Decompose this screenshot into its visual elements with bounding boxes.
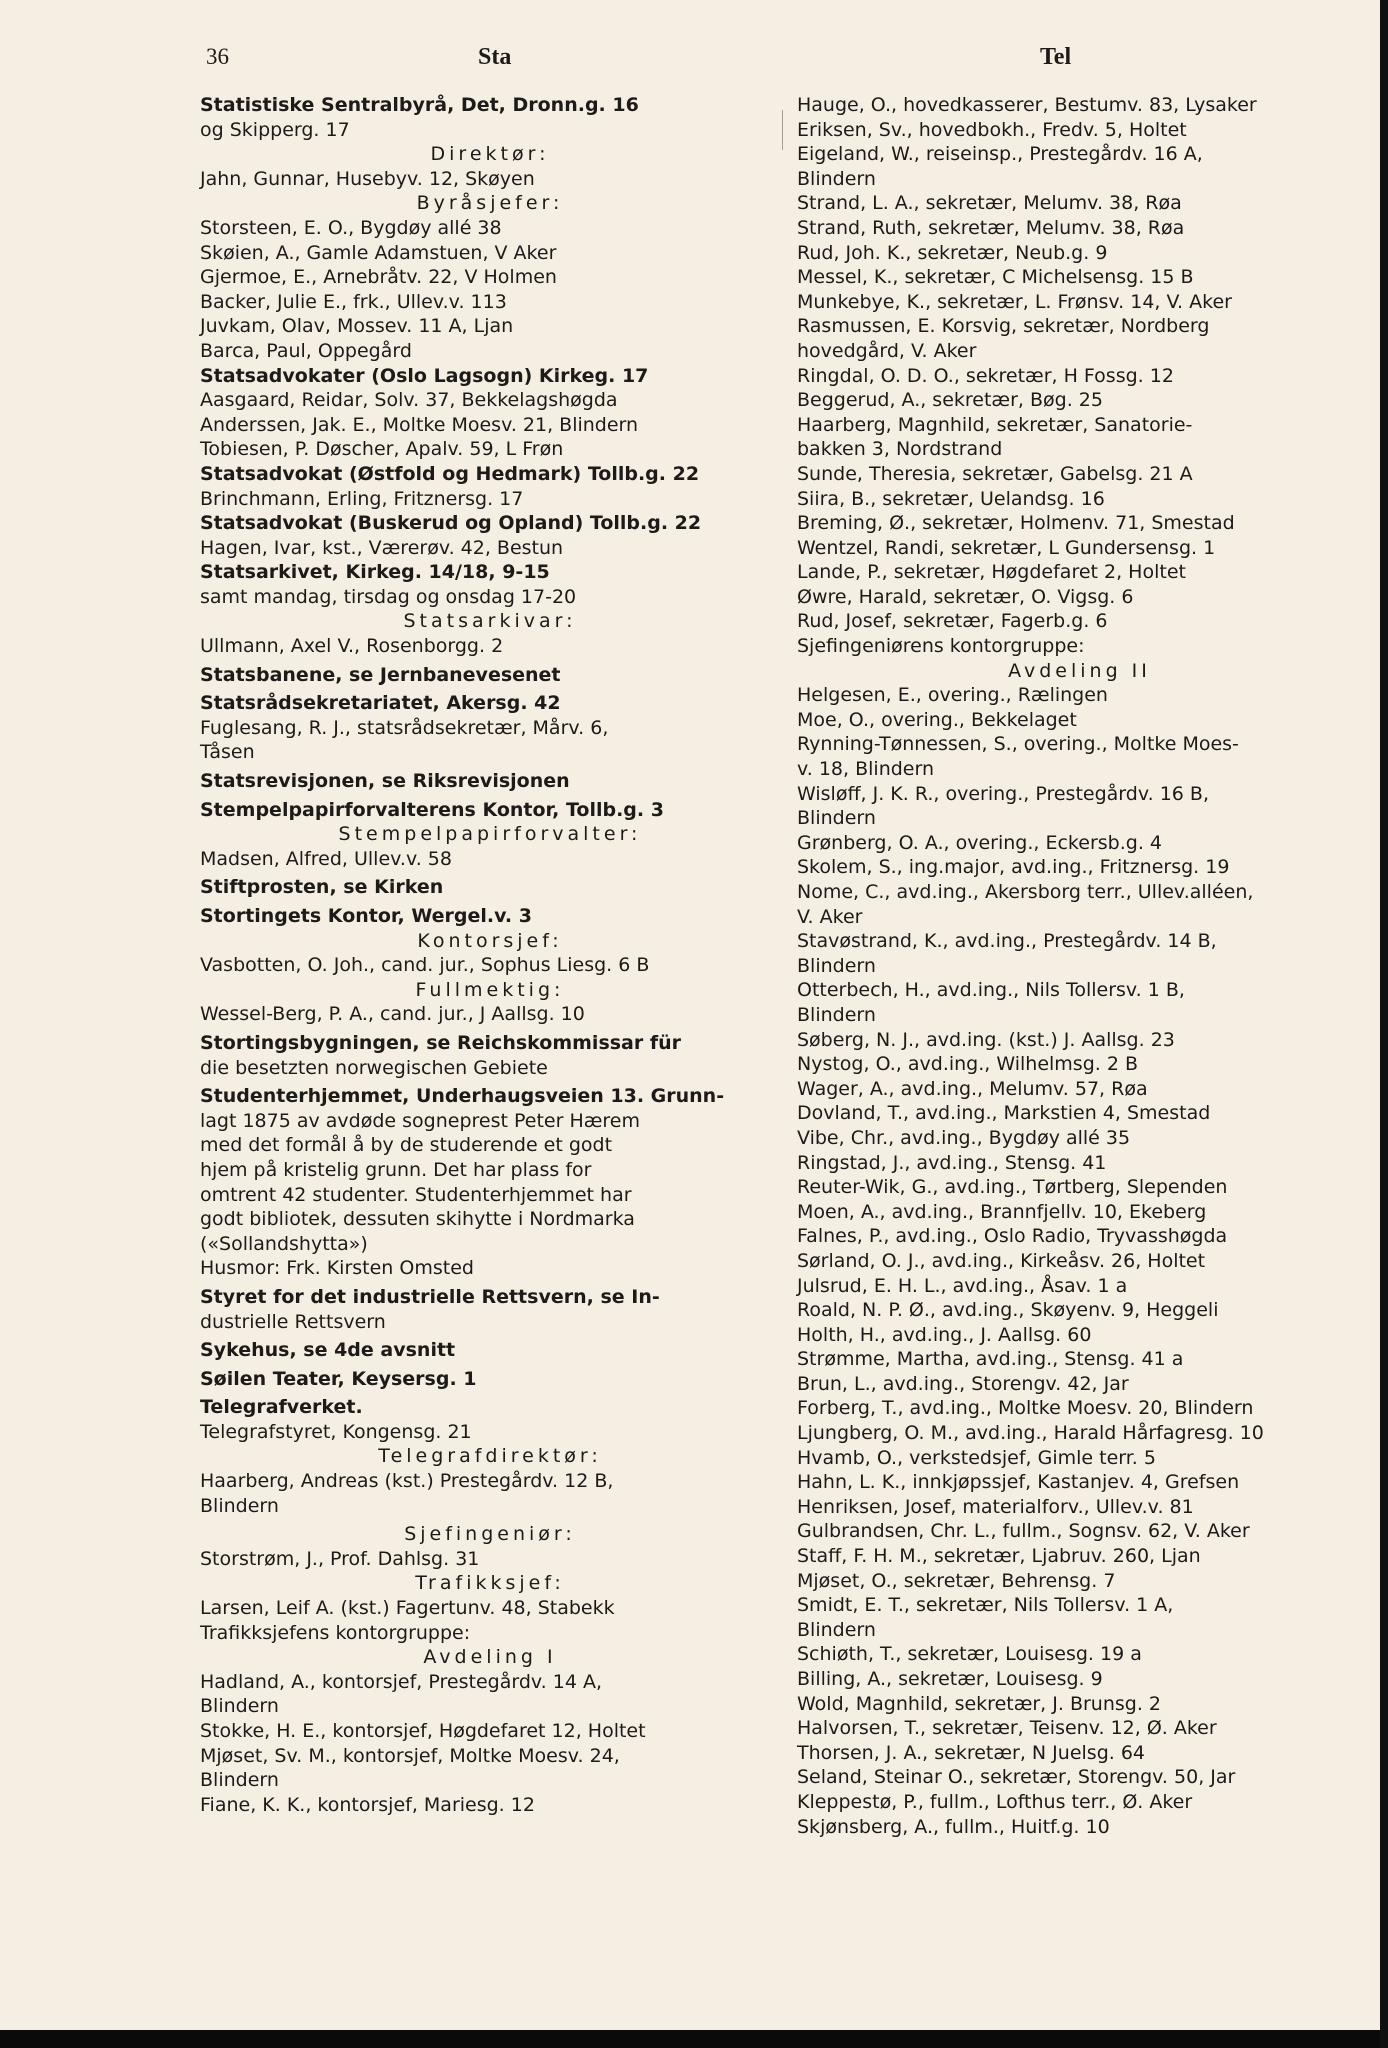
right-column-line: v. 18, Blindern — [797, 758, 935, 781]
right-column-line: Helgesen, E., overing., Rælingen — [797, 684, 1108, 707]
left-column-line: Statsrådsekretariatet, Akersg. 42 — [200, 692, 561, 715]
right-column-line: Strand, L. A., sekretær, Melumv. 38, Røa — [797, 192, 1182, 215]
left-column-line: Studenterhjemmet, Underhaugsveien 13. Grunn- — [200, 1085, 725, 1108]
left-column-line: Telegrafverket. — [200, 1396, 363, 1419]
left-column-line: Statsrevisjonen, se Riksrevisjonen — [200, 770, 570, 793]
right-column-line: Gulbrandsen, Chr. L., fullm., Sognsv. 62, V. Aker — [797, 1520, 1250, 1543]
right-column-line: Mjøset, O., sekretær, Behrensg. 7 — [797, 1569, 1116, 1592]
left-column-line: Jahn, Gunnar, Husebyv. 12, Skøyen — [200, 167, 535, 190]
right-column-line: Ringdal, O. D. O., sekretær, H Fossg. 12 — [797, 364, 1174, 387]
right-column-line: Vibe, Chr., avd.ing., Bygdøy allé 35 — [797, 1126, 1131, 1149]
left-column-line: Stiftprosten, se Kirken — [200, 876, 444, 899]
right-column-line: Hahn, L. K., innkjøpssjef, Kastanjev. 4, Grefsen — [797, 1471, 1240, 1494]
scan-edge-right — [1380, 0, 1388, 2048]
left-column-line: Brinchmann, Erling, Fritznersg. 17 — [200, 487, 524, 510]
left-column-line: Trafikksjefens kontorgruppe: — [200, 1621, 471, 1644]
left-column-line: die besetzten norwegischen Gebiete — [200, 1056, 548, 1079]
left-column-line: Mjøset, Sv. M., kontorsjef, Moltke Moesv. 24, — [200, 1744, 620, 1767]
right-column-line: Eigeland, W., reiseinsp., Prestegårdv. 16 A, — [797, 143, 1203, 166]
left-column-line: Statsadvokater (Oslo Lagsogn) Kirkeg. 17 — [200, 364, 649, 387]
left-column-line: Skøien, A., Gamle Adamstuen, V Aker — [200, 241, 557, 264]
right-column-line: Søberg, N. J., avd.ing. (kst.) J. Aallsg. 23 — [797, 1028, 1175, 1051]
left-column-line: Hadland, A., kontorsjef, Prestegårdv. 14 A, — [200, 1670, 602, 1693]
right-column-line: Sunde, Theresia, sekretær, Gabelsg. 21 A — [797, 462, 1193, 485]
right-column-line: Wisløff, J. K. R., overing., Prestegårdv. 16 B, — [797, 782, 1209, 805]
right-column-line: V. Aker — [797, 905, 863, 928]
left-column-line: dustrielle Rettsvern — [200, 1310, 386, 1333]
right-column-line: bakken 3, Nordstrand — [797, 438, 1003, 461]
left-column-line: Statistiske Sentralbyrå, Det, Dronn.g. 16 — [200, 94, 639, 116]
left-column-line: Stempelpapirforvalterens Kontor, Tollb.g. 3 — [200, 798, 664, 821]
right-column-line: Brun, L., avd.ing., Storengv. 42, Jar — [797, 1372, 1129, 1395]
right-column-line: Kleppestø, P., fullm., Lofthus terr., Ø. Aker — [797, 1790, 1193, 1813]
right-column-line: Hauge, O., hovedkasserer, Bestumv. 83, Lysaker — [797, 94, 1257, 116]
right-column-line: Forberg, T., avd.ing., Moltke Moesv. 20, Blindern — [797, 1397, 1254, 1420]
right-column-line: Billing, A., sekretær, Louisesg. 9 — [797, 1668, 1103, 1690]
left-column — [200, 93, 780, 1817]
right-column-line: Smidt, E. T., sekretær, Nils Tollersv. 1 A, — [797, 1594, 1174, 1617]
right-column-line: Haarberg, Magnhild, sekretær, Sanatorie- — [797, 413, 1193, 436]
left-column-line: Blindern — [200, 1695, 279, 1718]
right-column-line: Rud, Joh. K., sekretær, Neub.g. 9 — [797, 241, 1108, 264]
left-column-line: Kontorsjef: — [417, 929, 563, 952]
left-column-line: Stortingsbygningen, se Reichskommissar für — [200, 1031, 682, 1054]
left-running-head: Sta — [478, 44, 512, 70]
column-rule — [782, 110, 783, 150]
page-number: 36 — [206, 44, 229, 69]
left-column-line: Larsen, Leif A. (kst.) Fagertunv. 48, Stabekk — [200, 1597, 615, 1620]
left-column-line: hjem på kristelig grunn. Det har plass for — [200, 1158, 592, 1181]
right-column-line: Blindern — [797, 954, 876, 977]
right-column-line: Skolem, S., ing.major, avd.ing., Fritznersg. 19 — [797, 856, 1230, 879]
left-column-line: og Skipperg. 17 — [200, 118, 350, 141]
left-column-line: Direktør: — [430, 143, 550, 166]
right-column-line: Sjefingeniørens kontorgruppe: — [797, 635, 1085, 658]
left-column-line: Sjefingeniør: — [404, 1523, 576, 1546]
right-column-line: Wentzel, Randi, sekretær, L Gundersensg. 1 — [797, 536, 1216, 559]
right-column-line: Munkebye, K., sekretær, L. Frønsv. 14, V. Aker — [797, 290, 1232, 313]
left-column-line: Trafikksjef: — [415, 1572, 565, 1595]
left-column-line: Storsteen, E. O., Bygdøy allé 38 — [200, 216, 502, 239]
right-column-line: Eriksen, Sv., hovedbokh., Fredv. 5, Holtet — [797, 118, 1187, 141]
left-column-line: med det formål å by de studerende et godt — [200, 1134, 613, 1157]
left-column-line: Tåsen — [200, 741, 255, 764]
left-column-line: («Sollandshytta») — [200, 1232, 368, 1255]
right-column-line: Blindern — [797, 1003, 876, 1026]
right-column-line: Nome, C., avd.ing., Akersborg terr., Ullev.alléen, — [797, 881, 1254, 903]
left-column-line: Ullmann, Axel V., Rosenborgg. 2 — [200, 635, 504, 658]
right-column — [797, 93, 1362, 1839]
left-column-line: Anderssen, Jak. E., Moltke Moesv. 21, Blindern — [200, 413, 639, 436]
right-column-line: Rynning-Tønnessen, S., overing., Moltke Moes- — [797, 733, 1239, 756]
left-column-line: Juvkam, Olav, Mossev. 11 A, Ljan — [200, 315, 514, 338]
right-column-line: Messel, K., sekretær, C Michelsensg. 15 B — [797, 266, 1194, 289]
right-column-line: Seland, Steinar O., sekretær, Storengv. 50, Jar — [797, 1766, 1236, 1789]
right-column-line: Skjønsberg, A., fullm., Huitf.g. 10 — [797, 1815, 1110, 1838]
right-column-line: Reuter-Wik, G., avd.ing., Tørtberg, Slependen — [797, 1176, 1228, 1199]
left-column-line: Søilen Teater, Keysersg. 1 — [200, 1367, 477, 1390]
left-column-line: Aasgaard, Reidar, Solv. 37, Bekkelagshøgda — [200, 389, 618, 412]
left-column-line: Haarberg, Andreas (kst.) Prestegårdv. 12 B, — [200, 1470, 614, 1493]
right-column-line: Wold, Magnhild, sekretær, J. Brunsg. 2 — [797, 1692, 1162, 1715]
left-column-line: Sykehus, se 4de avsnitt — [200, 1339, 456, 1362]
right-column-line: Rud, Josef, sekretær, Fagerb.g. 6 — [797, 610, 1108, 633]
left-column-line: Stempelpapirforvalter: — [338, 823, 642, 846]
right-column-line: hovedgård, V. Aker — [797, 339, 977, 362]
left-column-line: Statsbanene, se Jernbanevesenet — [200, 663, 561, 686]
right-column-line: Øwre, Harald, sekretær, O. Vigsg. 6 — [797, 585, 1134, 608]
left-column-line: Blindern — [200, 1494, 279, 1517]
right-column-line: Hvamb, O., verkstedsjef, Gimle terr. 5 — [797, 1446, 1156, 1469]
right-column-line: Moen, A., avd.ing., Brannfjellv. 10, Ekeberg — [797, 1200, 1207, 1223]
left-column-line: Telegrafdirektør: — [378, 1445, 602, 1468]
left-column-line: Fullmektig: — [415, 978, 565, 1001]
right-column-line: Strand, Ruth, sekretær, Melumv. 38, Røa — [797, 216, 1185, 239]
right-running-head: Tel — [1040, 44, 1072, 70]
right-column-line: Ljungberg, O. M., avd.ing., Harald Hårfagresg. 10 — [797, 1422, 1264, 1445]
right-column-line: Beggerud, A., sekretær, Bøg. 25 — [797, 389, 1103, 412]
right-column-line: Henriksen, Josef, materialforv., Ullev.v. 81 — [797, 1495, 1194, 1518]
right-column-line: Lande, P., sekretær, Høgdefaret 2, Holtet — [797, 561, 1186, 584]
left-column-line: Statsarkivar: — [403, 610, 577, 633]
right-column-line: Rasmussen, E. Korsvig, sekretær, Nordberg — [797, 315, 1210, 338]
left-column-line: Vasbotten, O. Joh., cand. jur., Sophus Liesg. 6 B — [200, 954, 650, 977]
left-column-line: Madsen, Alfred, Ullev.v. 58 — [200, 847, 452, 870]
right-column-line: Halvorsen, T., sekretær, Teisenv. 12, Ø. Aker — [797, 1717, 1217, 1740]
left-column-line: Stortingets Kontor, Wergel.v. 3 — [200, 905, 532, 927]
left-column-line: Storstrøm, J., Prof. Dahlsg. 31 — [200, 1547, 480, 1570]
left-column-line: Wessel-Berg, P. A., cand. jur., J Aallsg. 10 — [200, 1003, 585, 1026]
left-column-line: Gjermoe, E., Arnebråtv. 22, V Holmen — [200, 266, 557, 289]
left-column-line: Tobiesen, P. Døscher, Apalv. 59, L Frøn — [200, 438, 564, 461]
right-column-line: Stavøstrand, K., avd.ing., Prestegårdv. 14 B, — [797, 930, 1217, 953]
left-column-line: Husmor: Frk. Kirsten Omsted — [200, 1257, 474, 1280]
left-column-line: Statsadvokat (Buskerud og Opland) Tollb.g. 22 — [200, 512, 702, 535]
right-column-line: Wager, A., avd.ing., Melumv. 57, Røa — [797, 1077, 1148, 1100]
right-column-line: Moe, O., overing., Bekkelaget — [797, 708, 1077, 731]
left-column-line: Backer, Julie E., frk., Ullev.v. 113 — [200, 290, 507, 313]
left-column-line: omtrent 42 studenter. Studenterhjemmet har — [200, 1183, 632, 1206]
right-column-line: Holth, H., avd.ing., J. Aallsg. 60 — [797, 1323, 1092, 1346]
left-column-line: Stokke, H. E., kontorsjef, Høgdefaret 12, Holtet — [200, 1720, 646, 1742]
left-column-line: lagt 1875 av avdøde sogneprest Peter Hærem — [200, 1109, 640, 1132]
left-column-line: Blindern — [200, 1769, 279, 1792]
right-column-line: Sørland, O. J., avd.ing., Kirkeåsv. 26, Holtet — [797, 1249, 1206, 1272]
right-column-line: Roald, N. P. Ø., avd.ing., Skøyenv. 9, Heggeli — [797, 1299, 1219, 1322]
left-column-line: Styret for det industrielle Rettsvern, se In- — [200, 1285, 660, 1308]
right-column-line: Falnes, P., avd.ing., Oslo Radio, Tryvasshøgda — [797, 1225, 1228, 1248]
right-column-line: Otterbech, H., avd.ing., Nils Tollersv. 1 B, — [797, 979, 1185, 1002]
left-column-line: Fiane, K. K., kontorsjef, Mariesg. 12 — [200, 1793, 535, 1816]
left-column-line: Byråsjefer: — [416, 192, 564, 215]
right-column-line: Ringstad, J., avd.ing., Stensg. 41 — [797, 1151, 1107, 1174]
right-column-line: Breming, Ø., sekretær, Holmenv. 71, Smestad — [797, 512, 1235, 535]
left-column-line: Statsarkivet, Kirkeg. 14/18, 9-15 — [200, 561, 550, 584]
right-column-line: Blindern — [797, 1618, 876, 1641]
right-column-line: Blindern — [797, 807, 876, 830]
left-column-line: Fuglesang, R. J., statsrådsekretær, Mårv. 6, — [200, 716, 609, 739]
left-column-line: Avdeling I — [423, 1646, 557, 1669]
right-column-line: Schiøth, T., sekretær, Louisesg. 19 a — [797, 1643, 1142, 1666]
left-column-line: samt mandag, tirsdag og onsdag 17-20 — [200, 585, 577, 608]
right-column-line: Grønberg, O. A., overing., Eckersb.g. 4 — [797, 831, 1162, 854]
scan-edge-bottom — [0, 2030, 1388, 2048]
right-column-line: Nystog, O., avd.ing., Wilhelmsg. 2 B — [797, 1053, 1139, 1076]
right-column-line: Dovland, T., avd.ing., Markstien 4, Smestad — [797, 1102, 1211, 1125]
left-column-line: Barca, Paul, Oppegård — [200, 339, 412, 362]
right-column-line: Thorsen, J. A., sekretær, N Juelsg. 64 — [797, 1741, 1146, 1764]
right-column-line: Avdeling II — [1008, 659, 1151, 682]
right-column-line: Staff, F. H. M., sekretær, Ljabruv. 260, Ljan — [797, 1545, 1201, 1568]
left-column-line: Statsadvokat (Østfold og Hedmark) Tollb.g. 22 — [200, 462, 700, 485]
left-column-line: godt bibliotek, dessuten skihytte i Nordmarka — [200, 1208, 635, 1231]
right-column-line: Blindern — [797, 167, 876, 190]
right-column-line: Julsrud, E. H. L., avd.ing., Åsav. 1 a — [797, 1274, 1128, 1297]
left-column-line: Telegrafstyret, Kongensg. 21 — [200, 1420, 472, 1443]
left-column-line: Hagen, Ivar, kst., Værerøv. 42, Bestun — [200, 536, 564, 559]
right-column-line: Siira, B., sekretær, Uelandsg. 16 — [797, 487, 1105, 510]
right-column-line: Strømme, Martha, avd.ing., Stensg. 41 a — [797, 1348, 1184, 1371]
